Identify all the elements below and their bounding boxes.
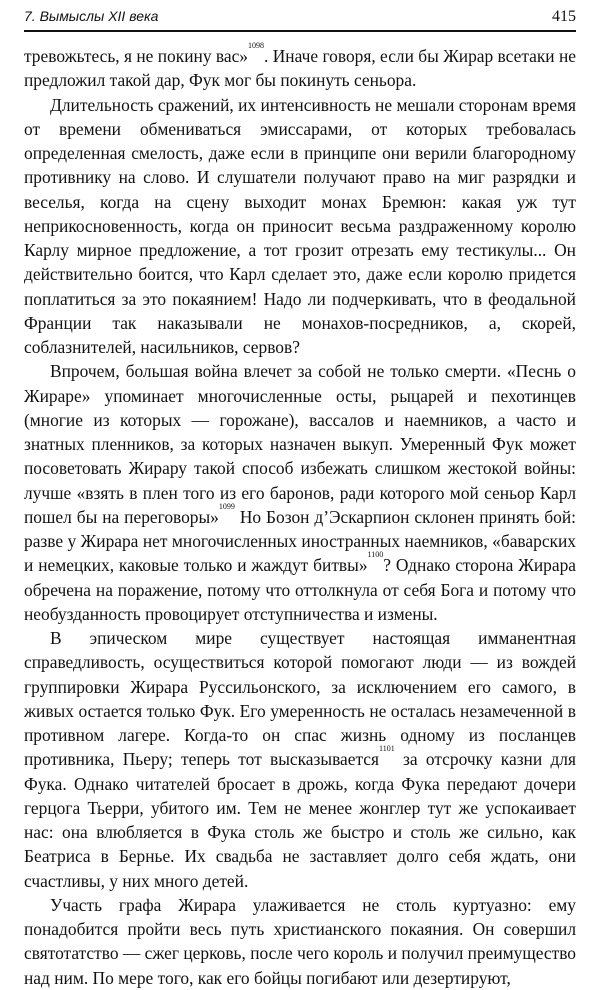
paragraph-1-text: тревожьтесь, я не покину вас»: [24, 46, 249, 66]
paragraph-1-text-end: . Иначе говоря, если бы Жирар всетаки не предложил такой дар, Фук мог бы покинуть сеньора.: [24, 46, 577, 91]
paragraph-3-text-c: ? Однако сторона Жирара обречена на поражение, потому что оттолкнула от себя Бога и потому что необузданность провоцирует отступничества и измены.: [24, 555, 576, 624]
paragraph-3-text-a: Впрочем, большая война влечет за собой не только смерти. «Песнь о Жираре» упоминает многочисленные осты, рыцарей и пехотинцев (многие из которых — горожане), вассалов и наемников, а часто и знатных пленников, за которых назначен выкуп. Умеренный Фук может посоветовать Жирару такой способ избежать слишком жестокой войны: лучше «взять в плен того из его баронов, ради которого мой сеньор Карл пошел бы на переговоры»: [24, 361, 576, 527]
paragraph-5: Участь графа Жирара улаживается не столь куртуазно: ему понадобится пройти весь путь христианского покаяния. Он совершил святотатство — сжег церковь, после чего король и получил преимущество над ним. По мере того, как его бойцы погибают или дезертируют,: [24, 894, 576, 988]
footnote-ref-1101: 1101: [379, 744, 395, 754]
paragraph-2: Длительность сражений, их интенсивность не мешали сторонам время от времени обмениваться эмиссарами, от которых требовалась определенная смелость, даже если в принципе они верили благородному противнику на слово. И слушатели получают право на миг разрядки и веселья, когда на сцену выходит монах Бремюн: какая уж тут неприкосновенность, когда он приносит весьма раздраженному королю Карлу мирное предложение, а тот грозит отрезать ему тестикулы... Он действительно боится, что Карл сделает это, даже если королю придется поплатиться за это покаянием! Надо ли подчеркивать, что в феодальной Франции так наказывали не монахов-посредников, а, скорей, соблазнителей, насильников, сервов?: [24, 94, 576, 357]
running-header: [24, 8, 576, 30]
footnote-ref-1100: 1100: [367, 550, 384, 560]
body-text: [24, 41, 577, 990]
paragraph-3: [24, 359, 576, 626]
header-rule: [24, 30, 576, 32]
footnote-ref-1098: 1098: [248, 41, 265, 50]
footnote-ref-1099: 1099: [218, 501, 235, 511]
page-number: 415: [552, 8, 576, 25]
chapter-title: 7. Вымыслы XII века: [24, 8, 159, 24]
paragraph-4: [24, 626, 576, 893]
paragraph-4-text-a: В эпическом мире существует настоящая имманентная справедливость, осуществиться которой помогают люди — из вождей группировки Жирара Руссильонского, за исключением его самого, в живых остается только Фук. Его умеренность не осталась незамеченной в противном лагере. Когда-то он спас жизнь одному из посланцев противника, Пьеру; теперь тот высказывается: [24, 628, 576, 770]
paragraph-1: [24, 41, 577, 93]
paragraph-4-text-b: за отсрочку казни для Фука. Однако читателей бросает в дрожь, когда Фука передают дочери герцога Тьерри, убитого им. Тем не менее жонглер тут же успокаивает нас: она влюбляется в Фука столь же быстро и столь же сильно, как Беатриса в Бернье. Их свадьба не заставляет долго себя ждать, они счастливы, у них много детей.: [24, 749, 576, 891]
paragraph-3-text-b: Но Бозон д’Эскарпион склонен принять бой: разве у Жирара нет многочисленных иностранных наемников, «баварских и немецких, каковые только и жаждут битвы»: [24, 506, 576, 576]
